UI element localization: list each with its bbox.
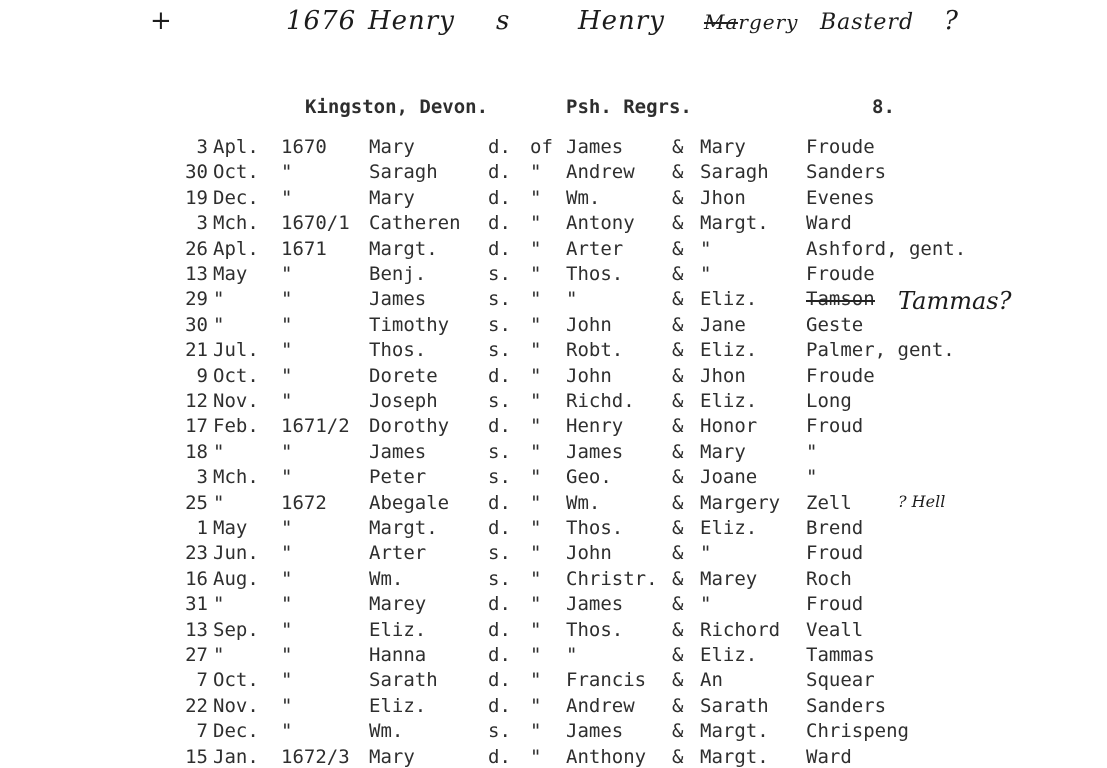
entry-row (0, 187, 1107, 212)
entry-surname: Froude (806, 136, 875, 158)
entry-of: " (530, 161, 542, 184)
entry-father: Henry (566, 415, 624, 438)
entry-day: 15 (185, 745, 208, 768)
entry-child-name: Margt. (369, 237, 438, 260)
entry-year: " (281, 644, 293, 666)
handwritten-name: Henry (368, 6, 455, 36)
entry-surname: Froud (806, 542, 864, 565)
entry-year: " (281, 694, 293, 717)
entry-row (0, 314, 1107, 339)
entry-ampersand: & (672, 263, 684, 285)
entry-month: Sep. (213, 618, 259, 641)
entry-year: " (281, 390, 293, 412)
entry-surname: Squear (806, 669, 875, 692)
entry-day: 13 (185, 618, 208, 641)
entry-father: Wm. (566, 491, 601, 514)
entry-ampersand: & (672, 644, 684, 666)
entry-child-name: Catheren (369, 212, 461, 235)
entry-father: Christr. (566, 567, 658, 590)
entry-row (0, 212, 1107, 237)
entry-month: " (213, 313, 225, 336)
entry-father: James (566, 720, 624, 743)
entry-day: 3 (196, 136, 208, 158)
entry-relation: s. (488, 313, 511, 336)
entry-mother: " (700, 593, 712, 616)
entry-row (0, 568, 1107, 593)
entry-father: Thos. (566, 618, 624, 641)
entry-ampersand: & (672, 440, 684, 463)
handwritten-mother-rest: rgery (738, 10, 799, 34)
entry-month: " (213, 593, 225, 616)
entry-surname: Chrispeng (806, 720, 909, 743)
entry-of: " (530, 669, 542, 692)
handwritten-surname: Basterd (820, 10, 915, 35)
entry-father: Andrew (566, 694, 635, 717)
entry-relation: s. (488, 720, 511, 743)
entry-year: " (281, 593, 293, 616)
entry-month: Oct. (213, 364, 259, 387)
entry-of: " (530, 720, 542, 743)
entry-month: " (213, 644, 225, 666)
entry-of: " (530, 415, 542, 438)
entry-relation: d. (488, 618, 511, 641)
entry-month: Jun. (213, 542, 259, 565)
entry-ampersand: & (672, 339, 684, 362)
entry-father: Wm. (566, 186, 601, 209)
entry-of: " (530, 313, 542, 336)
entry-mother: Mary (700, 136, 746, 158)
entry-relation: s. (488, 390, 511, 412)
entry-surname: Zell (806, 491, 852, 514)
entry-ampersand: & (672, 593, 684, 616)
entry-year: " (281, 567, 293, 590)
entry-relation: d. (488, 186, 511, 209)
entry-father: Andrew (566, 161, 635, 184)
entry-day: 27 (185, 644, 208, 666)
entry-ampersand: & (672, 237, 684, 260)
entry-surname: Brend (806, 517, 864, 539)
entry-year: " (281, 263, 293, 285)
entry-father: James (566, 136, 624, 158)
entry-relation: s. (488, 339, 511, 362)
entry-of: " (530, 186, 542, 209)
entry-row (0, 415, 1107, 440)
entry-child-name: Joseph (369, 390, 438, 412)
entry-surname: Froud (806, 415, 864, 438)
entry-ampersand: & (672, 517, 684, 539)
entry-year: " (281, 161, 293, 184)
margin-note-tammas: Tammas? (898, 287, 1012, 315)
entry-month: Nov. (213, 694, 259, 717)
entry-month: Feb. (213, 415, 259, 438)
entry-relation: d. (488, 212, 511, 235)
entry-relation: s. (488, 263, 511, 285)
entry-month: " (213, 440, 225, 463)
entry-father: Thos. (566, 263, 624, 285)
entry-of: " (530, 212, 542, 235)
entry-row (0, 593, 1107, 618)
entry-ampersand: & (672, 161, 684, 184)
entry-ampersand: & (672, 364, 684, 387)
entry-month: Dec. (213, 186, 259, 209)
entry-surname: Long (806, 390, 852, 412)
entry-row (0, 390, 1107, 415)
entry-relation: s. (488, 440, 511, 463)
handwritten-year: 1676 (286, 6, 357, 36)
entry-child-name: Mary (369, 186, 415, 209)
entry-surname: Ashford, gent. (806, 237, 967, 260)
entry-day: 1 (196, 517, 208, 539)
entry-surname: " (806, 466, 818, 489)
entry-month: Mch. (213, 466, 259, 489)
entry-surname: Tammas (806, 644, 875, 666)
entry-surname: " (806, 440, 818, 463)
entry-father: Arter (566, 237, 624, 260)
entry-year: " (281, 364, 293, 387)
entry-father: Robt. (566, 339, 624, 362)
header-source: Psh. Regrs. (566, 96, 692, 118)
entry-of: " (530, 288, 542, 311)
entry-ampersand: & (672, 542, 684, 565)
entry-month: Apl. (213, 237, 259, 260)
entry-month: Dec. (213, 720, 259, 743)
entry-day: 7 (196, 720, 208, 743)
entry-month: Mch. (213, 212, 259, 235)
entry-ampersand: & (672, 567, 684, 590)
entry-child-name: Dorete (369, 364, 438, 387)
entry-relation: d. (488, 694, 511, 717)
entry-row (0, 161, 1107, 186)
entry-year: " (281, 466, 293, 489)
header-place: Kingston, Devon. (305, 96, 489, 118)
header-page-number: 8. (872, 96, 895, 118)
entry-day: 30 (185, 313, 208, 336)
entry-surname: Froud (806, 593, 864, 616)
entry-ampersand: & (672, 313, 684, 336)
entry-month: Oct. (213, 669, 259, 692)
entry-ampersand: & (672, 491, 684, 514)
entry-mother: Saragh (700, 161, 769, 184)
entry-of: " (530, 593, 542, 616)
entry-day: 22 (185, 694, 208, 717)
entry-of: of (530, 136, 553, 158)
entry-year: " (281, 313, 293, 336)
entry-father: Thos. (566, 517, 624, 539)
entry-relation: d. (488, 644, 511, 666)
entry-year: " (281, 618, 293, 641)
handwritten-cross-mark: + (150, 6, 173, 36)
entry-row (0, 136, 1107, 161)
entry-relation: d. (488, 745, 511, 768)
entry-father: Antony (566, 212, 635, 235)
entry-mother: Marey (700, 567, 758, 590)
entry-day: 30 (185, 161, 208, 184)
entry-day: 29 (185, 288, 208, 311)
entry-surname: Froude (806, 263, 875, 285)
entry-surname: Palmer, gent. (806, 339, 955, 362)
entry-row (0, 542, 1107, 567)
entry-mother: Eliz. (700, 644, 758, 666)
entry-year: " (281, 720, 293, 743)
entry-surname: Sanders (806, 161, 887, 184)
entry-year: 1672/3 (281, 745, 350, 768)
entry-father: James (566, 593, 624, 616)
entry-child-name: Saragh (369, 161, 438, 184)
entry-child-name: Mary (369, 136, 415, 158)
entry-month: " (213, 288, 225, 311)
entry-row (0, 644, 1107, 669)
entry-mother: Eliz. (700, 339, 758, 362)
entry-child-name: Hanna (369, 644, 427, 666)
entry-of: " (530, 745, 542, 768)
entry-month: " (213, 491, 225, 514)
entry-father: John (566, 542, 612, 565)
entry-year: " (281, 669, 293, 692)
entry-of: " (530, 390, 542, 412)
entry-year: 1672 (281, 491, 327, 514)
entry-child-name: Arter (369, 542, 427, 565)
entry-mother: An (700, 669, 723, 692)
entry-year: 1670/1 (281, 212, 350, 235)
entry-relation: d. (488, 237, 511, 260)
entry-year: " (281, 339, 293, 362)
entry-surname: Evenes (806, 186, 875, 209)
entry-of: " (530, 618, 542, 641)
entry-of: " (530, 694, 542, 717)
entry-father: Richd. (566, 390, 635, 412)
entry-year: 1671 (281, 237, 327, 260)
entry-ampersand: & (672, 618, 684, 641)
entry-year: " (281, 288, 293, 311)
entry-of: " (530, 644, 542, 666)
entry-relation: d. (488, 415, 511, 438)
entry-child-name: Peter (369, 466, 427, 489)
entry-mother: Jhon (700, 186, 746, 209)
entry-mother: " (700, 263, 712, 285)
entry-year: " (281, 542, 293, 565)
entry-child-name: Wm. (369, 567, 404, 590)
entry-child-name: Thos. (369, 339, 427, 362)
entry-child-name: Margt. (369, 517, 438, 539)
entry-child-name: Timothy (369, 313, 450, 336)
entry-surname: Roch (806, 567, 852, 590)
entry-mother: Sarath (700, 694, 769, 717)
entry-row (0, 695, 1107, 720)
entry-ampersand: & (672, 186, 684, 209)
entry-relation: d. (488, 364, 511, 387)
entry-month: May (213, 263, 248, 285)
entry-day: 19 (185, 186, 208, 209)
entry-mother: " (700, 542, 712, 565)
entry-ampersand: & (672, 745, 684, 768)
entry-father: John (566, 313, 612, 336)
entry-month: Nov. (213, 390, 259, 412)
entry-child-name: Dorothy (369, 415, 450, 438)
entry-surname: Froude (806, 364, 875, 387)
entry-father: " (566, 644, 578, 666)
entry-of: " (530, 491, 542, 514)
entry-mother: Jane (700, 313, 746, 336)
handwritten-relation: s (496, 6, 511, 36)
entry-surname: Geste (806, 313, 864, 336)
entry-day: 26 (185, 237, 208, 260)
entry-of: " (530, 517, 542, 539)
entry-month: Aug. (213, 567, 259, 590)
entry-child-name: James (369, 288, 427, 311)
entry-year: " (281, 186, 293, 209)
entry-of: " (530, 466, 542, 489)
entry-father: James (566, 440, 624, 463)
entry-mother: Mary (700, 440, 746, 463)
entry-mother: Margt. (700, 212, 769, 235)
entry-day: 7 (196, 669, 208, 692)
entry-child-name: Marey (369, 593, 427, 616)
entry-relation: s. (488, 542, 511, 565)
entry-year: " (281, 440, 293, 463)
entry-mother: Joane (700, 466, 758, 489)
entry-child-name: Eliz. (369, 694, 427, 717)
entry-row (0, 238, 1107, 263)
entry-child-name: Wm. (369, 720, 404, 743)
entry-day: 18 (185, 440, 208, 463)
entry-month: Jan. (213, 745, 259, 768)
entry-day: 12 (185, 390, 208, 412)
entry-father: Francis (566, 669, 647, 692)
entry-child-name: Mary (369, 745, 415, 768)
entry-day: 16 (185, 567, 208, 590)
entry-day: 25 (185, 491, 208, 514)
entry-ampersand: & (672, 390, 684, 412)
entry-mother: Eliz. (700, 288, 758, 311)
entry-ampersand: & (672, 288, 684, 311)
entry-relation: d. (488, 491, 511, 514)
handwritten-father: Henry (578, 6, 665, 36)
entry-year: 1671/2 (281, 415, 350, 438)
entry-year: " (281, 517, 293, 539)
entry-relation: d. (488, 669, 511, 692)
entry-of: " (530, 263, 542, 285)
entry-ampersand: & (672, 694, 684, 717)
entry-mother: Margt. (700, 720, 769, 743)
entry-day: 17 (185, 415, 208, 438)
entry-row (0, 441, 1107, 466)
entry-of: " (530, 542, 542, 565)
entry-father: Anthony (566, 745, 647, 768)
entry-row (0, 720, 1107, 745)
entry-row (0, 669, 1107, 694)
entry-row (0, 365, 1107, 390)
entry-relation: d. (488, 136, 511, 158)
entry-of: " (530, 440, 542, 463)
entry-row (0, 263, 1107, 288)
entry-day: 13 (185, 263, 208, 285)
entry-day: 23 (185, 542, 208, 565)
entry-row (0, 746, 1107, 768)
entry-ampersand: & (672, 720, 684, 743)
entry-day: 31 (185, 593, 208, 616)
entry-surname: Tamson (806, 288, 875, 311)
entry-day: 9 (196, 364, 208, 387)
handwritten-query: ? (944, 6, 959, 36)
entry-day: 3 (196, 466, 208, 489)
entry-month: Jul. (213, 339, 259, 362)
handwritten-mother (704, 10, 798, 34)
entry-month: Oct. (213, 161, 259, 184)
entry-ampersand: & (672, 466, 684, 489)
entry-surname: Veall (806, 618, 864, 641)
entry-row (0, 339, 1107, 364)
entry-surname: Ward (806, 212, 852, 235)
entry-mother: Eliz. (700, 517, 758, 539)
entry-mother: Jhon (700, 364, 746, 387)
entry-mother: Eliz. (700, 390, 758, 412)
entry-ampersand: & (672, 669, 684, 692)
entry-relation: d. (488, 517, 511, 539)
entry-day: 3 (196, 212, 208, 235)
handwritten-mother-struck: Ma (704, 10, 739, 34)
entry-relation: s. (488, 288, 511, 311)
entry-father: " (566, 288, 578, 311)
entry-father: Geo. (566, 466, 612, 489)
entry-of: " (530, 364, 542, 387)
margin-note-hell: ? Hell (898, 492, 946, 511)
entry-child-name: Benj. (369, 263, 427, 285)
entry-relation: d. (488, 593, 511, 616)
entry-child-name: Sarath (369, 669, 438, 692)
entry-month: Apl. (213, 136, 259, 158)
entry-mother: Honor (700, 415, 758, 438)
entry-surname: Sanders (806, 694, 887, 717)
entry-father: John (566, 364, 612, 387)
entry-relation: s. (488, 567, 511, 590)
entry-relation: s. (488, 466, 511, 489)
entry-mother: Richord (700, 618, 781, 641)
entry-year: 1670 (281, 136, 327, 158)
entry-row (0, 517, 1107, 542)
entry-of: " (530, 339, 542, 362)
entry-relation: d. (488, 161, 511, 184)
entry-child-name: Abegale (369, 491, 450, 514)
entry-row (0, 619, 1107, 644)
entry-row (0, 466, 1107, 491)
entry-of: " (530, 567, 542, 590)
entry-month: May (213, 517, 248, 539)
entry-child-name: Eliz. (369, 618, 427, 641)
entry-mother: Margery (700, 491, 781, 514)
entry-day: 21 (185, 339, 208, 362)
entry-child-name: James (369, 440, 427, 463)
entry-ampersand: & (672, 212, 684, 235)
entry-surname: Ward (806, 745, 852, 768)
entry-ampersand: & (672, 136, 684, 158)
entry-mother: " (700, 237, 712, 260)
entry-ampersand: & (672, 415, 684, 438)
entry-of: " (530, 237, 542, 260)
entry-mother: Margt. (700, 745, 769, 768)
